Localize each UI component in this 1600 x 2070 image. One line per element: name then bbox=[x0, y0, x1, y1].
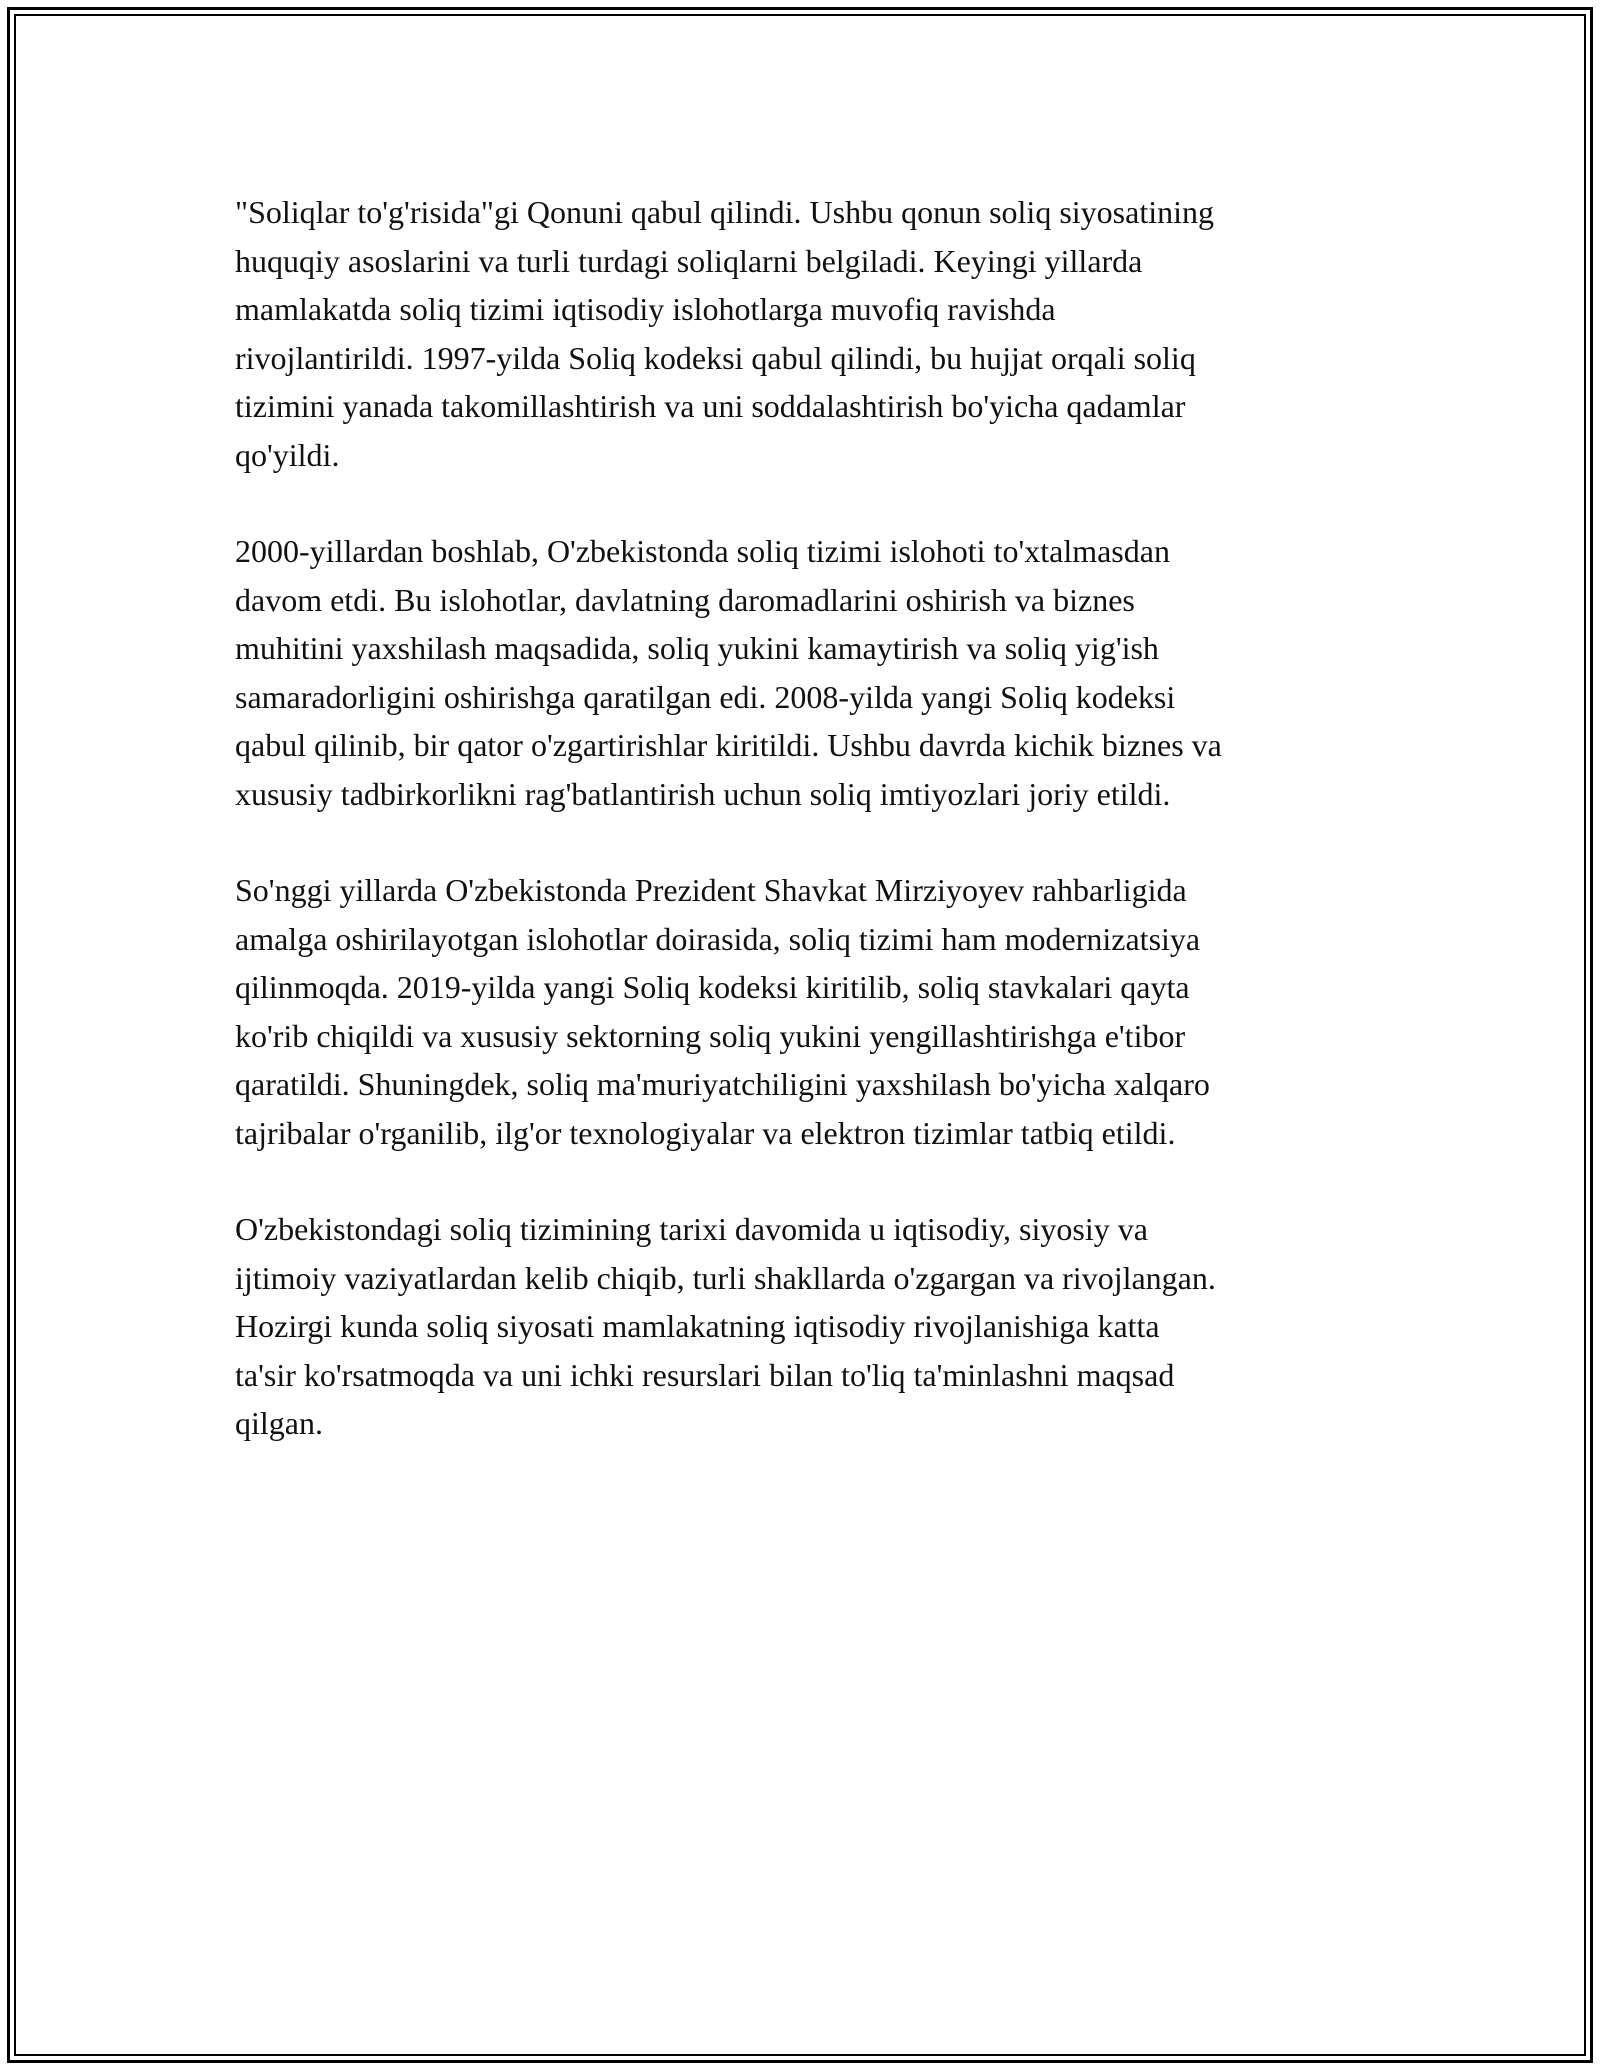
paragraph-tarix-xulosa: O'zbekistondagi soliq tizimining tarixi davomida u iqtisodiy, siyosiy va ijtimoiy vaziyatlardan kelib chiqib, turli shakllarda o'zgargan va rivojlangan. Hozirgi kunda soliq siyosati mamlakatning iqtisodiy rivojlanishiga katta ta'sir ko'rsatmoqda va uni ichki resurslari bilan to'liq ta'minlashni maqsad qilgan. bbox=[235, 1211, 1216, 1441]
paragraph-songgi-yillar: So'nggi yillarda O'zbekistonda Prezident Shavkat Mirziyoyev rahbarligida amalga oshirilayotgan islohotlar doirasida, soliq tizimi ham modernizatsiya qilinmoqda. 2019-yilda yangi Soliq kodeksi kiritilib, soliq stavkalari qayta ko'rib chiqildi va xususiy sektorning soliq yukini yengillashtirishga e'tibor qaratildi. Shuningdek, soliq ma'muriyatchiligini yaxshilash bo'yicha xalqaro tajribalar o'rganilib, ilg'or texnologiyalar va elektron tizimlar tatbiq etildi. bbox=[235, 872, 1210, 1151]
paragraph-soliq-qonuni: "Soliqlar to'g'risida"gi Qonuni qabul qilindi. Ushbu qonun soliq siyosatining huquqiy asoslarini va turli turdagi soliqlarni belgiladi. Keyingi yillarda mamlakatda soliq tizimi iqtisodiy islohotlarga muvofiq ravishda rivojlantirildi. 1997-yilda Soliq kodeksi qabul qilindi, bu hujjat orqali soliq tizimini yanada takomillashtirish va uni soddalashtirish bo'yicha qadamlar qo'yildi. bbox=[235, 194, 1214, 473]
document-body bbox=[235, 188, 1395, 1496]
paragraph-2000-yillar: 2000-yillardan boshlab, O'zbekistonda soliq tizimi islohoti to'xtalmasdan davom etdi. Bu islohotlar, davlatning daromadlarini oshirish va biznes muhitini yaxshilash maqsadida, soliq yukini kamaytirish va soliq yig'ish samaradorligini oshirishga qaratilgan edi. 2008-yilda yangi Soliq kodeksi qabul qilinib, bir qator o'zgartirishlar kiritildi. Ushbu davrda kichik biznes va xususiy tadbirkorlikni rag'batlantirish uchun soliq imtiyozlari joriy etildi. bbox=[235, 533, 1222, 812]
